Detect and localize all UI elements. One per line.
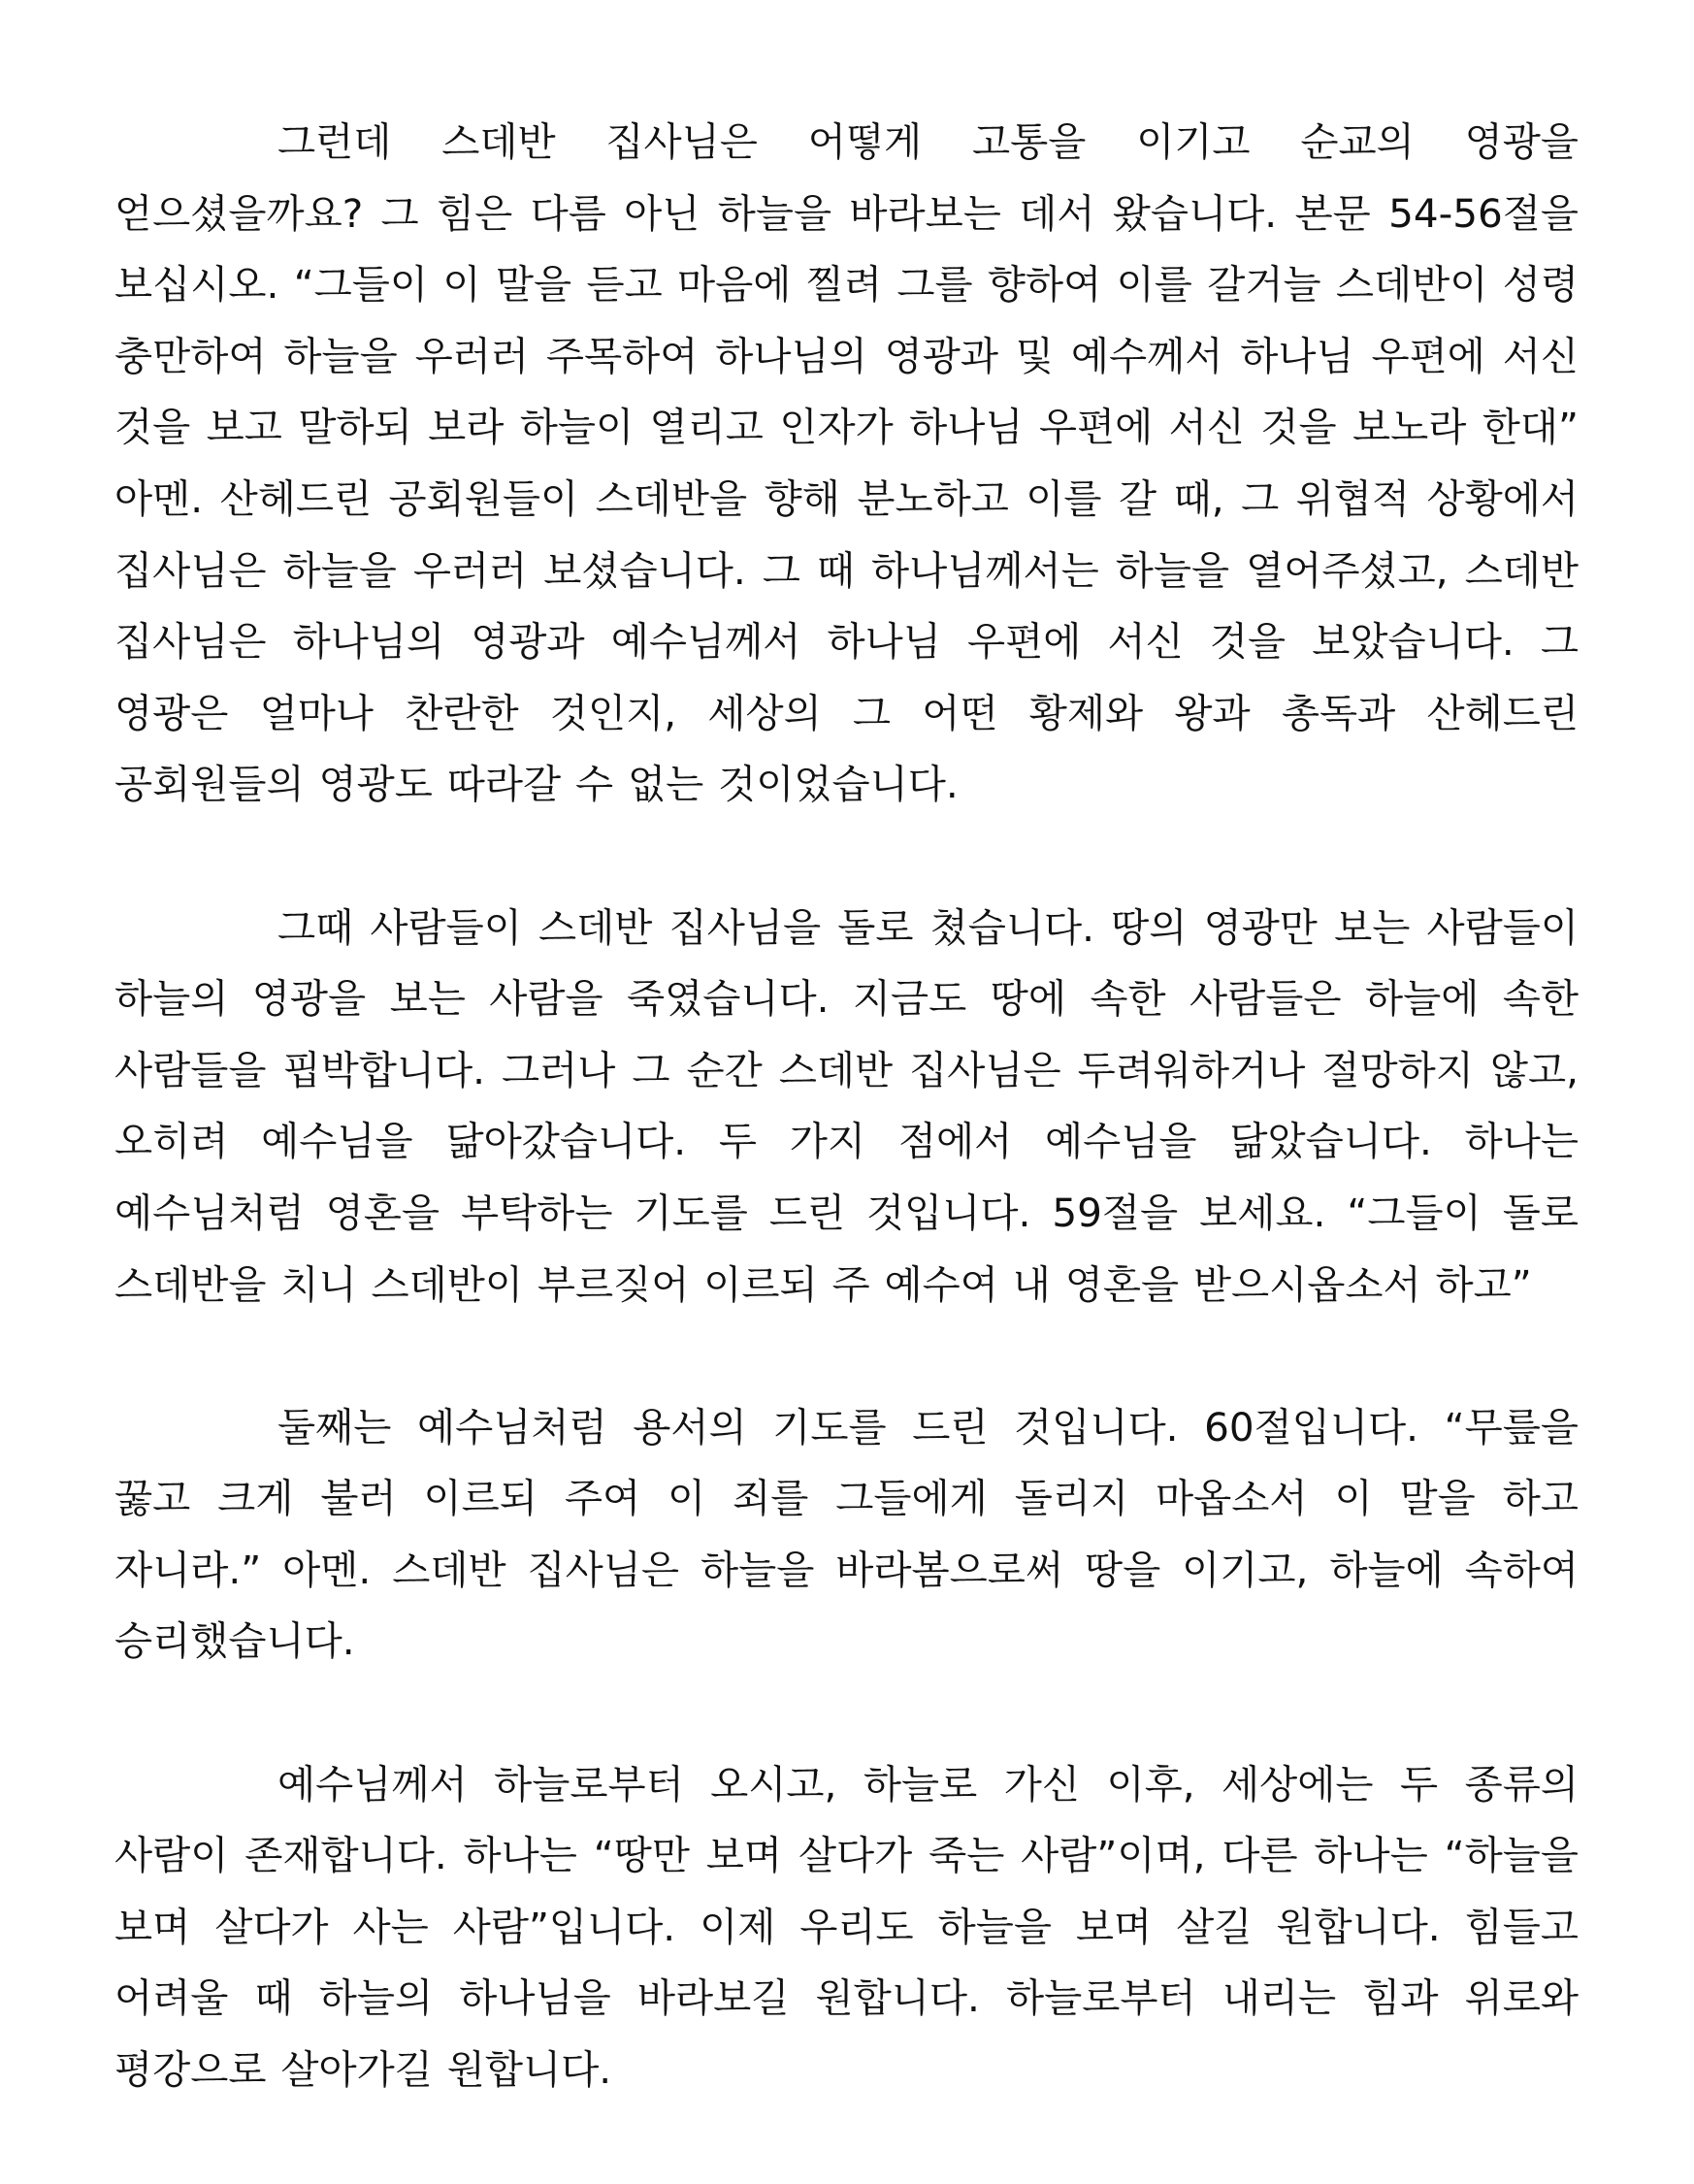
paragraph-stoning-prayer: 그때 사람들이 스데반 집사님을 돌로 쳤습니다. 땅의 영광만 보는 사람들이 하늘의 영광을 보는 사람을 죽였습니다. 지금도 땅에 속한 사람들은 하늘에 속한 사람들을 핍박합니다. 그러나 그 순간 스데반 집사님은 두려워하거나 절망하지 않고, 오히려 예수님을 닮아갔습니다. 두 가지 점에서 예수님을 닮았습니다. 하나는 예수님처럼 영혼을 부탁하는 기도를 드린 것입니다. 59절을 보세요. “그들이 돌로 스데반을 치니 스데반이 부르짖어 이르되 주 예수여 내 영혼을 받으시옵소서 하고” xyxy=(114,903,1579,1308)
paragraph-stephen-glory: 그런데 스데반 집사님은 어떻게 고통을 이기고 순교의 영광을 얻으셨을까요? 그 힘은 다름 아닌 하늘을 바라보는 데서 왔습니다. 본문 54-56절을 보십시오. “그들이 이 말을 듣고 마음에 찔려 그를 향하여 이를 갈거늘 스데반이 성령 충만하여 하늘을 우러러 주목하여 하나님의 영광과 및 예수께서 하나님 우편에 서신 것을 보고 말하되 보라 하늘이 열리고 인자가 하나님 우편에 서신 것을 보노라 한대” 아멘. 산헤드린 공회원들이 스데반을 향해 분노하고 이를 갈 때, 그 위협적 상황에서 집사님은 하늘을 우러러 보셨습니다. 그 때 하나님께서는 하늘을 열어주셨고, 스데반 집사님은 하나님의 영광과 예수님께서 하나님 우편에 서신 것을 보았습니다. 그 영광은 얼마나 찬란한 것인지, 세상의 그 어떤 황제와 왕과 총독과 산헤드린 공회원들의 영광도 따라갈 수 없는 것이었습니다. xyxy=(114,118,1579,808)
paragraph-two-kinds-of-people: 예수님께서 하늘로부터 오시고, 하늘로 가신 이후, 세상에는 두 종류의 사람이 존재합니다. 하나는 “땅만 보며 살다가 죽는 사람”이며, 다른 하나는 “하늘을 보며 살다가 사는 사람”입니다. 이제 우리도 하늘을 보며 살길 원합니다. 힘들고 어려울 때 하늘의 하나님을 바라보길 원합니다. 하늘로부터 내리는 힘과 위로와 평강으로 살아가길 원합니다. xyxy=(114,1760,1579,2094)
paragraph-forgiveness-prayer: 둘째는 예수님처럼 용서의 기도를 드린 것입니다. 60절입니다. “무릎을 꿇고 크게 불러 이르되 주여 이 죄를 그들에게 돌리지 마옵소서 이 말을 하고 자니라.” 아멘. 스데반 집사님은 하늘을 바라봄으로써 땅을 이기고, 하늘에 속하여 승리했습니다. xyxy=(114,1403,1579,1665)
document-page xyxy=(114,107,1579,2106)
